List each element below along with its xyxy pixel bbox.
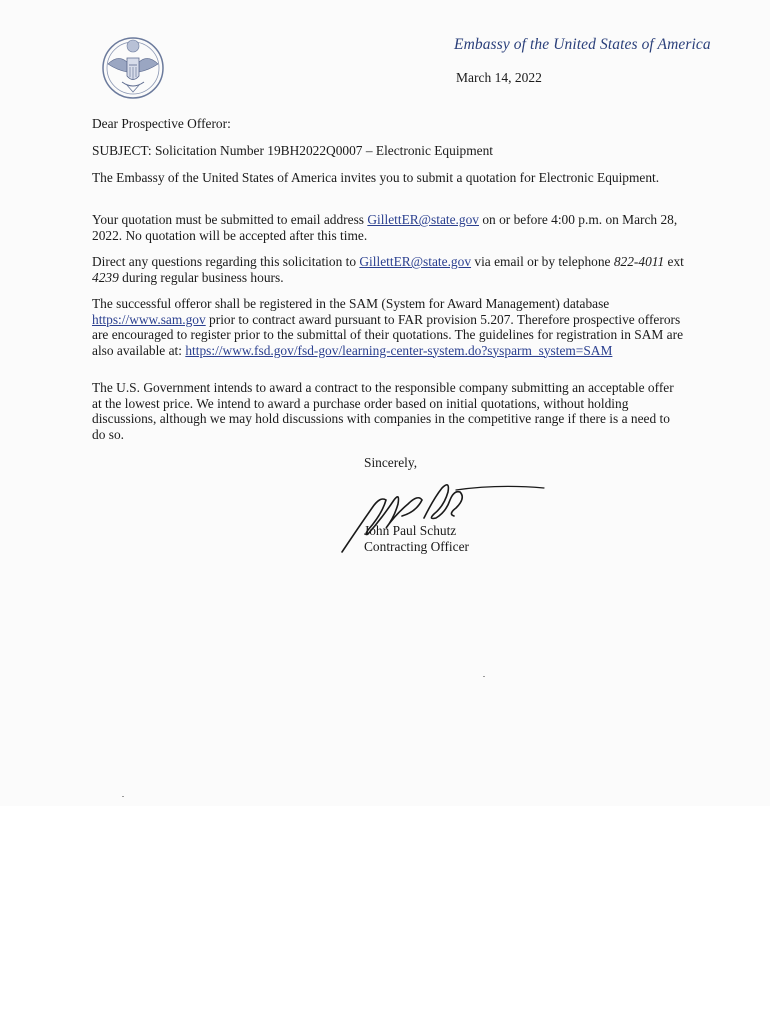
salutation: Dear Prospective Offeror: — [92, 116, 231, 131]
signer-title: Contracting Officer — [364, 539, 469, 554]
email-link-questions[interactable]: GillettER@state.gov — [359, 254, 472, 269]
closing: Sincerely, — [364, 455, 418, 470]
email-link-submission[interactable]: GillettER@state.gov — [367, 212, 479, 227]
submission-text-b: on or before 4:00 p.m. on March 28, 2022. No quotation will be accepted after this time. — [92, 212, 678, 243]
questions-text-b: via email or by telephone — [471, 254, 614, 269]
questions-text-a: Direct any questions regarding this solicitation to — [92, 254, 360, 269]
paragraph-invitation: The Embassy of the United States of America invites you to submit a quotation for Electronic Equipment. — [92, 170, 660, 185]
sam-text-a: The successful offeror shall be registered in the SAM (System for Award Management) database — [92, 296, 610, 311]
submission-text-a: Your quotation must be submitted to email address — [92, 212, 368, 227]
paragraph-submission — [92, 212, 682, 243]
blank-margin — [0, 806, 770, 1024]
fsd-gov-link[interactable]: https://www.fsd.gov/fsd-gov/learning-center-system.do?sysparm_system=SAM — [185, 342, 613, 358]
phone-extension: 4239 — [92, 269, 119, 285]
signer-block — [364, 523, 469, 555]
scan-speck — [122, 796, 124, 797]
subject-line: SUBJECT: Solicitation Number 19BH2022Q0007 – Electronic Equipment — [92, 143, 494, 158]
letter-date: March 14, 2022 — [456, 70, 542, 85]
phone-number: 822-4011 — [613, 254, 665, 269]
paragraph-questions — [92, 254, 692, 285]
paragraph-sam-registration — [92, 296, 687, 358]
sam-gov-link[interactable]: https://www.sam.gov — [92, 311, 206, 327]
embassy-name: Embassy of the United States of America — [454, 36, 711, 53]
scan-speck — [483, 676, 485, 677]
signer-name: John Paul Schutz — [364, 523, 457, 538]
paragraph-award: The U.S. Government intends to award a contract to the responsible company submitting an acceptable offer at the lowest price. We intend to award a purchase order based on initial quotations, without holding discussions, although we may hold discussions with companies in the competitive range if there is a need to do so. — [92, 380, 674, 442]
questions-text-d: during regular business hours. — [118, 269, 284, 285]
questions-text-c: ext — [664, 254, 684, 269]
sam-text-b: prior to contract award pursuant to FAR provision 5.207. Therefore prospective offerors are encouraged to register prior to the submittal of their quotations. The guidelines for registration in SAM are also available at: — [92, 311, 684, 358]
embassy-seal-icon — [100, 36, 166, 100]
